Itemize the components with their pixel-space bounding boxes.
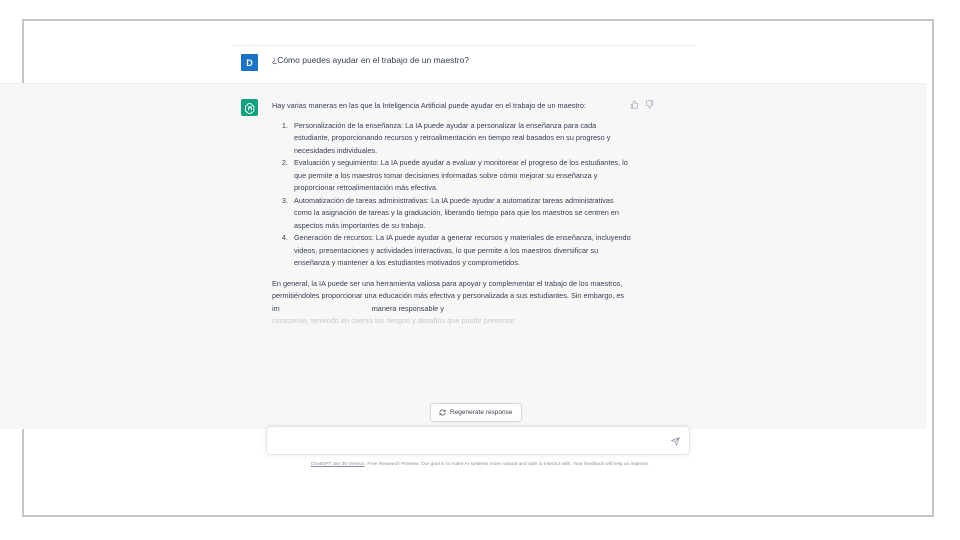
thumbs-up-icon[interactable] bbox=[630, 100, 639, 109]
conclusion-visible: En general, la IA puede ser una herramienta valiosa para apoyar y complementar el trabajo de los maestros, permitiéndoles proporcionar una educación más efectiva y personalizada a sus estudiantes. Sin embargo, es im bbox=[272, 278, 625, 313]
assistant-intro: Hay varias maneras en las que la Inteligencia Artificial puede ayudar en el trabajo de un maestro: bbox=[272, 101, 586, 110]
refresh-icon bbox=[439, 409, 446, 416]
openai-logo-icon bbox=[241, 99, 258, 116]
thumbs-down-icon[interactable] bbox=[645, 100, 654, 109]
footer-text: . Free Research Preview. Our goal is to make AI systems more natural and safe to interact with. Your feedback will help us improve. bbox=[364, 462, 650, 467]
user-message-row bbox=[232, 45, 696, 84]
regenerate-button[interactable] bbox=[430, 403, 522, 422]
user-message-text: ¿Cómo puedes ayudar en el trabajo de un maestro? bbox=[272, 55, 470, 65]
version-link[interactable]: ChatGPT Jan 30 Version bbox=[310, 462, 365, 467]
feedback-buttons bbox=[630, 100, 654, 109]
list-item: 1. Personalización de la enseñanza: La IA puede ayudar a personalizar la enseñanza para cada estudiante, proporcionando recursos y retroalimentación en tiempo real basados en su progreso y necesidades individuales. bbox=[290, 120, 632, 158]
message-input[interactable] bbox=[275, 433, 669, 451]
footer-disclaimer bbox=[0, 462, 960, 467]
assistant-message-text bbox=[272, 100, 632, 335]
send-icon[interactable] bbox=[669, 435, 681, 447]
list-item: 3. Automatización de tareas administrativas: La IA puede ayudar a automatizar tareas administrativas como la asignación de tareas y la graduación, liberando tiempo para que los maestros se centren en aspectos más importantes de su trabajo. bbox=[290, 195, 632, 233]
conclusion-after-button: manera responsable y bbox=[371, 303, 444, 313]
list-item: 4. Generación de recursos: La IA puede ayudar a generar recursos y materiales de enseñanza, incluyendo videos, presentaciones y actividades interactivas, lo que permite a los maestros diversificar su enseñanza y mantener a los estudiantes motivados y comprometidos. bbox=[290, 232, 632, 270]
list-item: 2. Evaluación y seguimiento: La IA puede ayudar a evaluar y monitorear el progreso de los estudiantes, lo que permite a los maestros tomar decisiones informadas sobre cómo mejorar su enseñanza y proporcionar retroalimentación más efectiva. bbox=[290, 157, 632, 195]
message-input-box bbox=[266, 426, 690, 455]
assistant-conclusion bbox=[272, 278, 632, 328]
chat-thread bbox=[232, 45, 696, 425]
assistant-list bbox=[272, 120, 632, 270]
conclusion-faded: consciente, teniendo en cuenta los riesgos y desafíos que puede presentar. bbox=[272, 316, 517, 325]
regenerate-label: Regenerate response bbox=[450, 409, 513, 416]
user-avatar: D bbox=[241, 54, 258, 71]
assistant-message-row bbox=[0, 83, 927, 429]
